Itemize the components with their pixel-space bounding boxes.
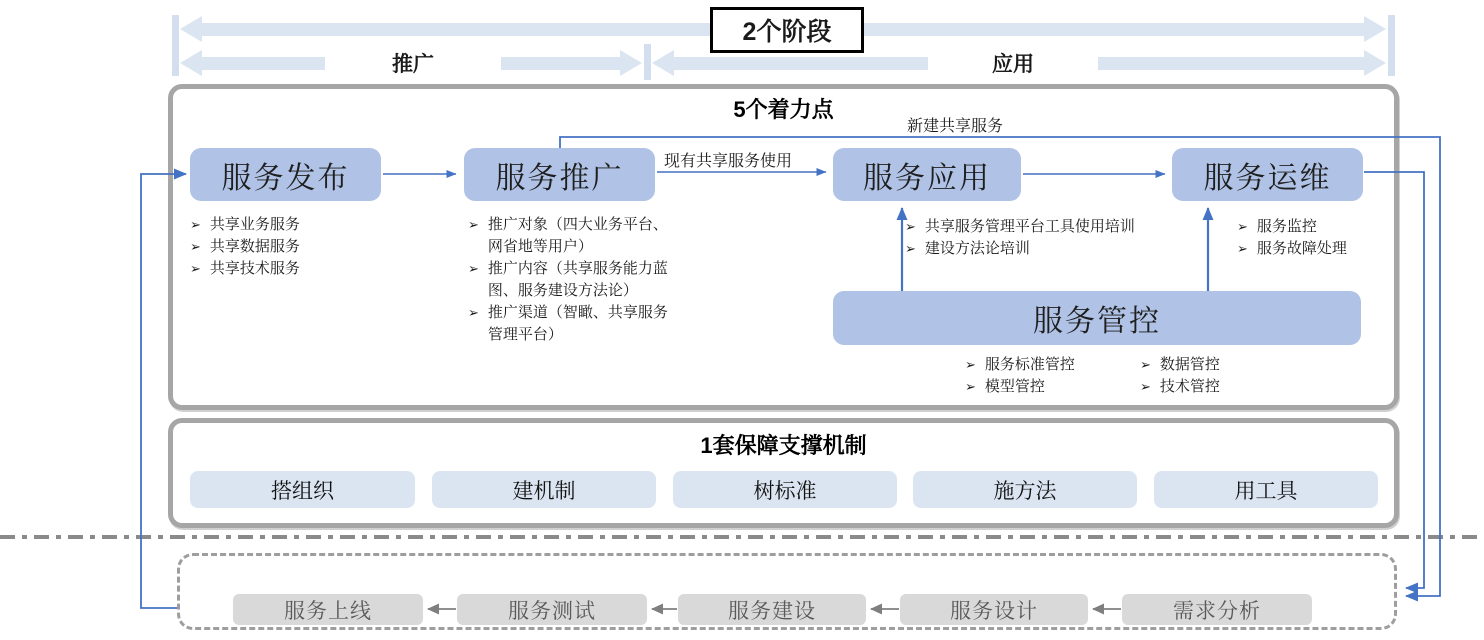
bullet-arrow-icon: ➢ <box>905 219 916 234</box>
bullet-text: 服务标准管控 <box>984 356 1075 373</box>
bullet-arrow-icon: ➢ <box>905 241 916 256</box>
box-service-publish: 服务发布 <box>190 148 381 201</box>
list-item <box>468 214 673 258</box>
promote-bullet-list <box>468 214 673 346</box>
support-box-standard: 树标准 <box>673 471 897 508</box>
list-item <box>905 238 1175 260</box>
list-item <box>190 214 300 236</box>
label-existing-shared-service: 现有共享服务使用 <box>662 148 794 171</box>
list-item <box>905 216 1175 238</box>
bullet-text: 推广内容（共享服务能力蓝图、服务建设方法论） <box>487 260 668 299</box>
box-service-promote: 服务推广 <box>464 148 655 201</box>
phase2-arrow-right-head <box>1364 50 1386 76</box>
bullet-arrow-icon: ➢ <box>1140 379 1151 394</box>
bullet-arrow-icon: ➢ <box>1140 357 1151 372</box>
bullet-text: 共享技术服务 <box>209 260 300 277</box>
bullet-arrow-icon: ➢ <box>965 357 976 372</box>
bullet-arrow-icon: ➢ <box>468 261 479 276</box>
phase-divider-tick <box>644 44 651 80</box>
pipeline-box-online: 服务上线 <box>233 594 423 625</box>
phase1-arrow-right-head <box>620 50 642 76</box>
bullet-arrow-icon: ➢ <box>468 217 479 232</box>
bullet-arrow-icon: ➢ <box>190 217 201 232</box>
bullet-text: 服务故障处理 <box>1256 240 1347 257</box>
govern-bullet-list-right <box>1140 354 1220 398</box>
bullet-text: 共享数据服务 <box>209 238 300 255</box>
support-box-method: 施方法 <box>913 471 1137 508</box>
stage-count-label: 2个阶段 <box>710 7 864 53</box>
bullet-text: 建设方法论培训 <box>924 240 1030 257</box>
bullet-arrow-icon: ➢ <box>190 261 201 276</box>
bullet-text: 推广对象（四大业务平台、网省地等用户） <box>487 216 668 255</box>
support-panel-title: 1套保障支撑机制 <box>700 433 867 458</box>
pipeline-box-test: 服务测试 <box>457 594 647 625</box>
support-box-organization: 搭组织 <box>190 471 415 508</box>
stage-arrow-left-head <box>180 16 202 42</box>
publish-bullet-list <box>190 214 300 280</box>
govern-bullet-list-left <box>965 354 1075 398</box>
ops-bullet-list <box>1237 216 1347 260</box>
box-service-apply: 服务应用 <box>833 148 1021 201</box>
bullet-arrow-icon: ➢ <box>468 305 479 320</box>
bullet-text: 技术管控 <box>1159 378 1220 395</box>
bullet-arrow-icon: ➢ <box>190 239 201 254</box>
pipeline-box-design: 服务设计 <box>900 594 1088 625</box>
stage-arrow-right-head <box>1364 16 1386 42</box>
bullet-arrow-icon: ➢ <box>1237 241 1248 256</box>
list-item <box>190 236 300 258</box>
list-item <box>1237 238 1347 260</box>
phase-label-application: 应用 <box>928 47 1098 79</box>
phase2-arrow-left-head <box>652 50 674 76</box>
list-item <box>468 302 673 346</box>
list-item <box>965 354 1075 376</box>
pipeline-box-analysis: 需求分析 <box>1122 594 1312 625</box>
list-item <box>468 258 673 302</box>
bullet-arrow-icon: ➢ <box>965 379 976 394</box>
list-item <box>1140 354 1220 376</box>
phase1-arrow-left-head <box>180 50 202 76</box>
list-item <box>1140 376 1220 398</box>
list-item <box>190 258 300 280</box>
box-service-govern: 服务管控 <box>833 291 1361 345</box>
stage-start-tick <box>172 15 179 76</box>
box-service-ops: 服务运维 <box>1172 148 1363 201</box>
support-box-mechanism: 建机制 <box>432 471 656 508</box>
stage-end-tick <box>1388 15 1395 76</box>
list-item <box>1237 216 1347 238</box>
bullet-arrow-icon: ➢ <box>1237 219 1248 234</box>
bullet-text: 服务监控 <box>1256 218 1317 235</box>
apply-bullet-list <box>905 216 1175 260</box>
bullet-text: 共享服务管理平台工具使用培训 <box>924 218 1135 235</box>
label-new-shared-service: 新建共享服务 <box>905 113 1005 136</box>
pipeline-box-build: 服务建设 <box>678 594 866 625</box>
support-box-tool: 用工具 <box>1154 471 1378 508</box>
bullet-text: 模型管控 <box>984 378 1045 395</box>
list-item <box>965 376 1075 398</box>
bullet-text: 数据管控 <box>1159 356 1220 373</box>
bullet-text: 共享业务服务 <box>209 216 300 233</box>
bullet-text: 推广渠道（智瞰、共享服务管理平台） <box>487 304 668 343</box>
focus-panel-title: 5个着力点 <box>733 97 834 122</box>
section-divider-line <box>0 535 1484 539</box>
phase-label-promotion: 推广 <box>325 47 501 79</box>
